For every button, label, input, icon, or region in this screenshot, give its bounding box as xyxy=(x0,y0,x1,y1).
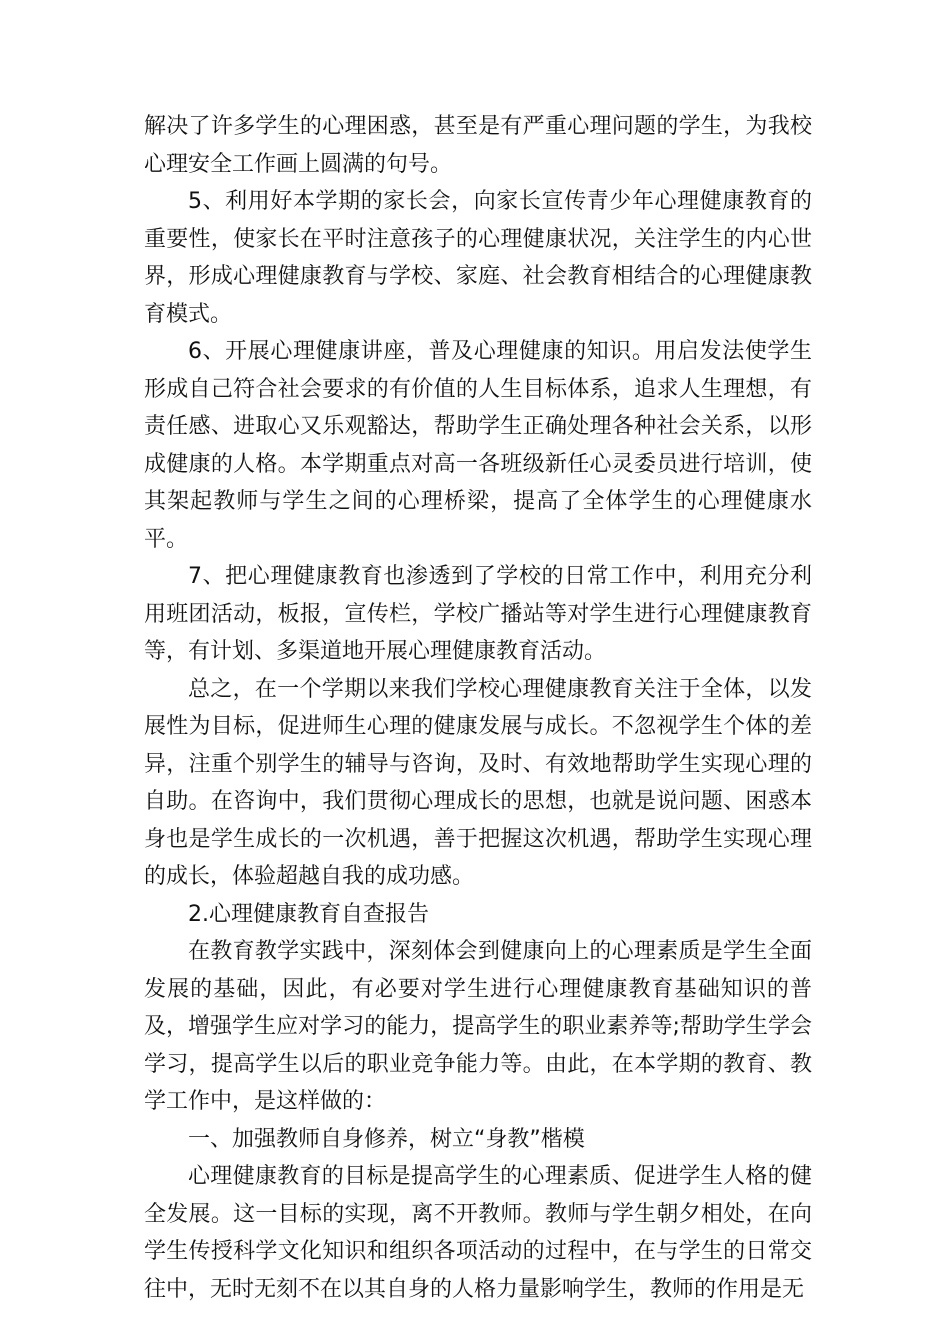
paragraph-intro: 在教育教学实践中，深刻体会到健康向上的心理素质是学生全面发展的基础，因此，有必要对学生进行心理健康教育基础知识的普及，增强学生应对学习的能力，提高学生的职业素养等;帮助学生学会学习，提高学生以后的职业竞争能力等。由此，在本学期的教育、教学工作中，是这样做的： xyxy=(144,939,812,1114)
section-heading-2: 2.心理健康教育自查报告 xyxy=(188,901,429,927)
paragraph-item-7: 7、把心理健康教育也渗透到了学校的日常工作中，利用充分利用班团活动，板报，宣传栏，学校广播站等对学生进行心理健康教育等，有计划、多渠道地开展心理健康教育活动。 xyxy=(144,564,812,664)
paragraph-item-6: 6、开展心理健康讲座，普及心理健康的知识。用启发法使学生形成自己符合社会要求的有价值的人生目标体系，追求人生理想，有责任感、进取心又乐观豁达，帮助学生正确处理各种社会关系，以形成健康的人格。本学期重点对高一各班级新任心灵委员进行培训，使其架起教师与学生之间的心理桥梁，提高了全体学生的心理健康水平。 xyxy=(144,339,812,552)
document-body xyxy=(144,108,812,1308)
paragraph-teacher-role: 心理健康教育的目标是提高学生的心理素质、促进学生人格的健全发展。这一目标的实现，离不开教师。教师与学生朝夕相处，在向学生传授科学文化知识和组织各项活动的过程中，在与学生的日常交往中，无时无刻不在以其自身的人格力量影响学生，教师的作用是无 xyxy=(144,1164,812,1302)
paragraph-continuation: 解决了许多学生的心理困惑，甚至是有严重心理问题的学生，为我校心理安全工作画上圆满的句号。 xyxy=(144,114,812,177)
paragraph-summary: 总之，在一个学期以来我们学校心理健康教育关注于全体，以发展性为目标，促进师生心理的健康发展与成长。不忽视学生个体的差异，注重个别学生的辅导与咨询，及时、有效地帮助学生实现心理的自助。在咨询中，我们贯彻心理成长的思想，也就是说问题、困惑本身也是学生成长的一次机遇，善于把握这次机遇，帮助学生实现心理的成长，体验超越自我的成功感。 xyxy=(144,676,812,889)
subheading-1: 一、加强教师自身修养，树立“身教”楷模 xyxy=(188,1126,585,1152)
paragraph-item-5: 5、利用好本学期的家长会，向家长宣传青少年心理健康教育的重要性，使家长在平时注意孩子的心理健康状况，关注学生的内心世界，形成心理健康教育与学校、家庭、社会教育相结合的心理健康教育模式。 xyxy=(144,189,812,327)
